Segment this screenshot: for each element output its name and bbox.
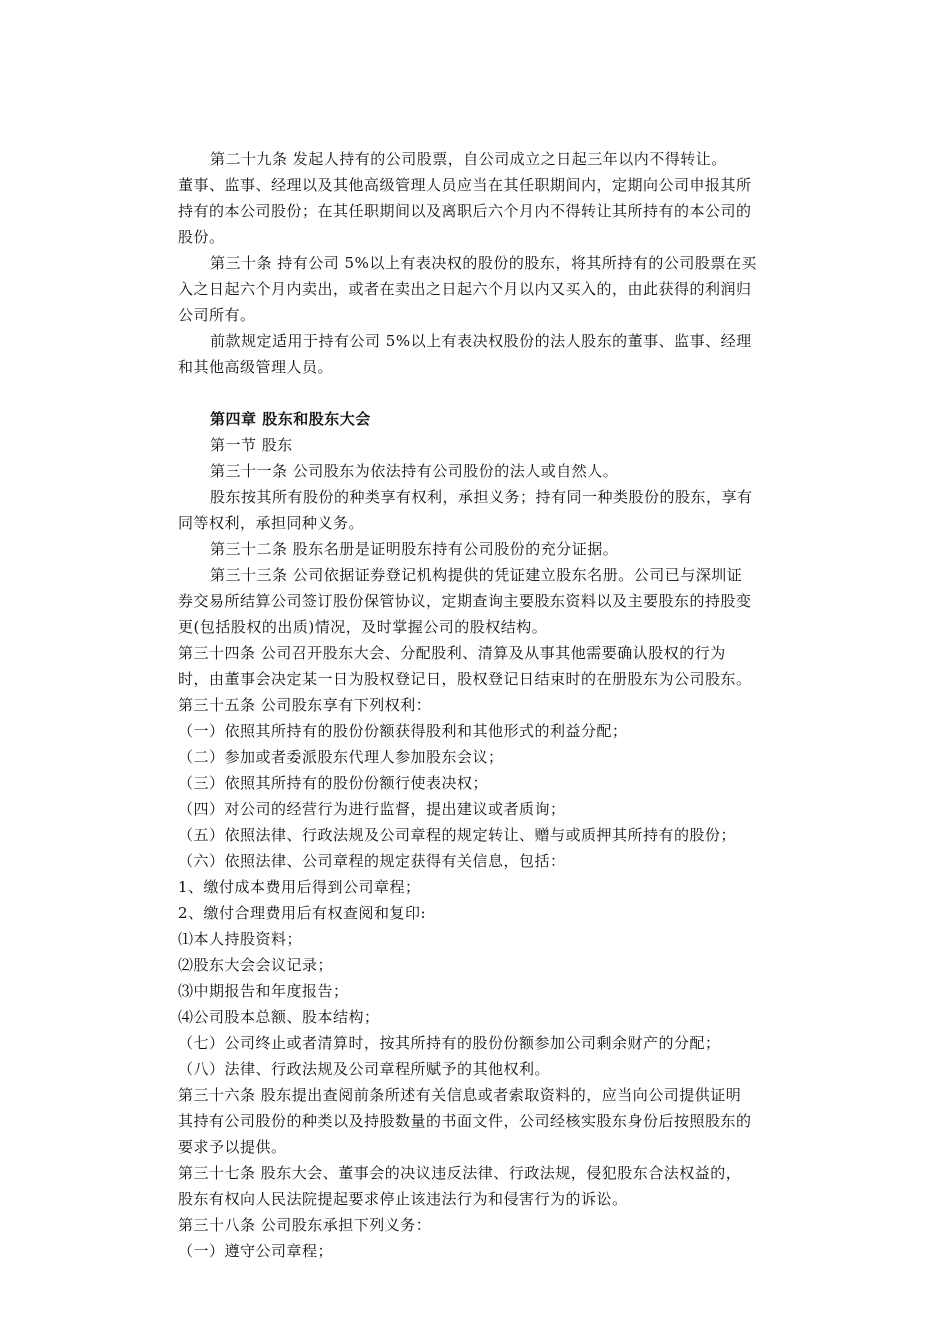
text-line: 股东按其所有股份的种类享有权利，承担义务；持有同一种类股份的股东，享有 [210,488,753,506]
text-line: 第三十条 持有公司 5%以上有表决权的股份的股东，将其所持有的公司股票在买 [210,254,757,272]
text-line: 第三十七条 股东大会、董事会的决议违反法律、行政法规，侵犯股东合法权益的， [178,1164,742,1182]
text-line: （三）依照其所持有的股份份额行使表决权； [178,774,489,792]
text-line: （八）法律、行政法规及公司章程所赋予的其他权利。 [178,1060,551,1078]
text-line: 同等权利，承担同种义务。 [178,514,365,532]
text-line: 第三十一条 公司股东为依法持有公司股份的法人或自然人。 [210,462,619,480]
text-line: 第二十九条 发起人持有的公司股票，自公司成立之日起三年以内不得转让。 [210,150,727,168]
text-line: （五）依照法律、行政法规及公司章程的规定转让、赠与或质押其所持有的股份； [178,826,737,844]
text-line: （一）遵守公司章程； [178,1242,334,1260]
text-line: （四）对公司的经营行为进行监督，提出建议或者质询； [178,800,566,818]
text-line: 和其他高级管理人员。 [178,358,334,376]
text-line: 第一节 股东 [210,436,293,454]
text-line: 股份。 [178,228,225,246]
text-line: 入之日起六个月内卖出，或者在卖出之日起六个月以内又买入的，由此获得的利润归 [178,280,752,298]
text-line: 时，由董事会决定某一日为股权登记日，股权登记日结束时的在册股东为公司股东。 [178,670,752,688]
text-line: 股东有权向人民法院提起要求停止该违法行为和侵害行为的诉讼。 [178,1190,628,1208]
text-line: 券交易所结算公司签订股份保管协议，定期查询主要股东资料以及主要股东的持股变 [178,592,752,610]
text-line: 第三十五条 公司股东享有下列权利： [178,696,432,714]
text-line: 持有的本公司股份；在其任职期间以及离职后六个月内不得转让其所持有的本公司的 [178,202,752,220]
text-line: 前款规定适用于持有公司 5%以上有表决权股份的法人股东的董事、监事、经理 [210,332,752,350]
text-line: 第三十六条 股东提出查阅前条所述有关信息或者索取资料的，应当向公司提供证明 [178,1086,742,1104]
text-line: 第三十二条 股东名册是证明股东持有公司股份的充分证据。 [210,540,619,558]
text-line: （六）依照法律、公司章程的规定获得有关信息，包括： [178,852,566,870]
text-line: 第三十三条 公司依据证券登记机构提供的凭证建立股东名册。公司已与深圳证 [210,566,743,584]
text-line: ⑷公司股本总额、股本结构； [178,1008,380,1026]
section-gap [178,380,778,406]
text-line: ⑵股东大会会议记录； [178,956,334,974]
articles-29-30 [178,146,778,380]
text-line: 要求予以提供。 [178,1138,287,1156]
text-line: 公司所有。 [178,306,256,324]
document-body [178,146,778,1264]
chapter-four-body [178,432,778,1264]
text-line: ⑴本人持股资料； [178,930,303,948]
text-line: 第三十八条 公司股东承担下列义务： [178,1216,432,1234]
text-line: 更(包括股权的出质)情况，及时掌握公司的股权结构。 [178,618,548,636]
text-line: （七）公司终止或者清算时，按其所持有的股份份额参加公司剩余财产的分配； [178,1034,721,1052]
chapter-title: 第四章 股东和股东大会 [210,410,371,428]
text-line: （一）依照其所持有的股份份额获得股利和其他形式的利益分配； [178,722,628,740]
text-line: 其持有公司股份的种类以及持股数量的书面文件，公司经核实股东身份后按照股东的 [178,1112,752,1130]
text-line: 1、缴付成本费用后得到公司章程； [178,878,421,896]
text-line: 董事、监事、经理以及其他高级管理人员应当在其任职期间内，定期向公司申报其所 [178,176,752,194]
text-line: 2、缴付合理费用后有权查阅和复印: [178,904,427,922]
text-line: （二）参加或者委派股东代理人参加股东会议； [178,748,504,766]
text-line: ⑶中期报告和年度报告； [178,982,349,1000]
text-line: 第三十四条 公司召开股东大会、分配股利、清算及从事其他需要确认股权的行为 [178,644,726,662]
